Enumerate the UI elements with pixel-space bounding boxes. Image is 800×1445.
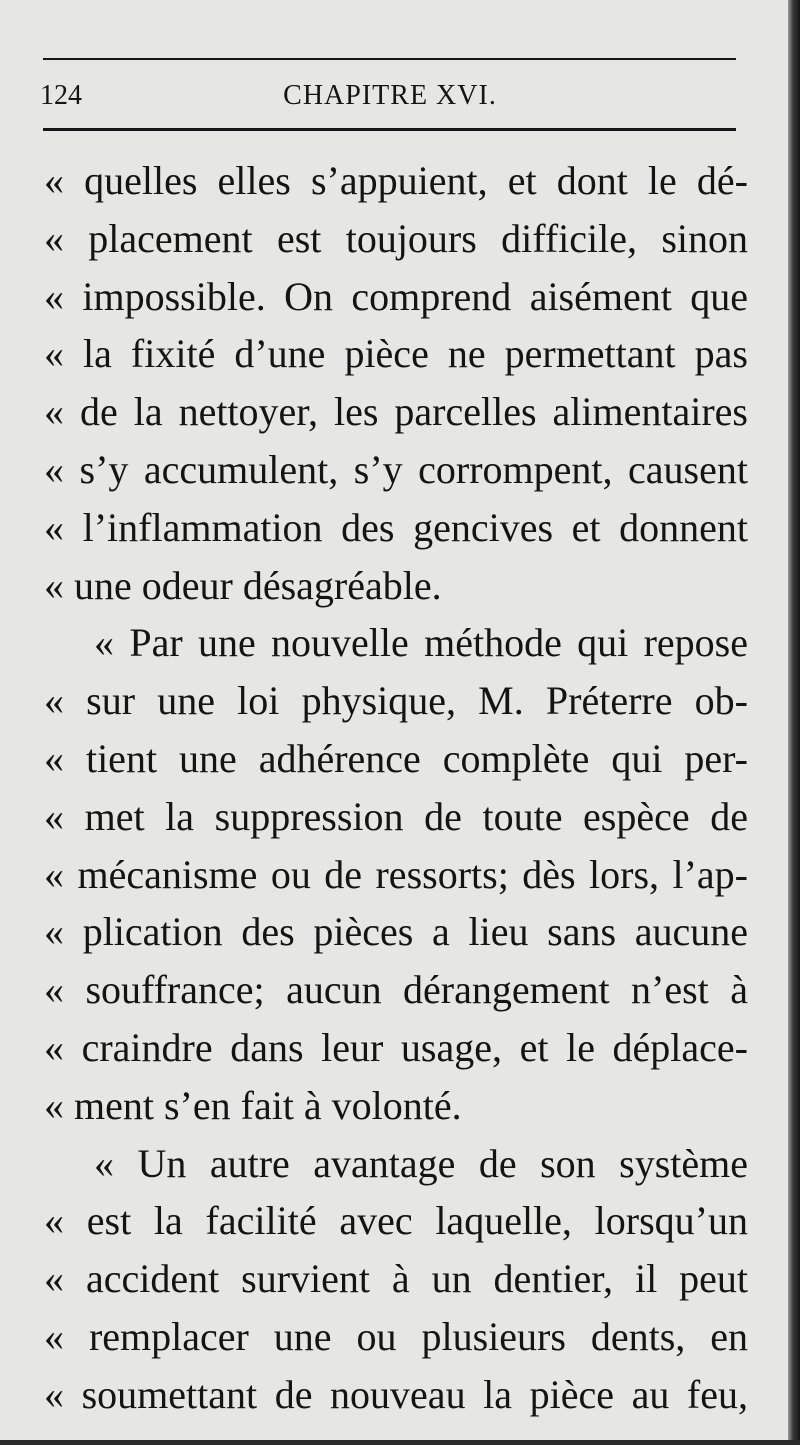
text-line: « tient une adhérence complète qui per- bbox=[44, 735, 748, 781]
text-line: « soumettant de nouveau la pièce au feu, bbox=[44, 1371, 748, 1417]
text-line: « remplacer une ou plusieurs dents, en bbox=[44, 1313, 748, 1359]
text-line: « plication des pièces a lieu sans aucune bbox=[44, 909, 748, 955]
text-line: « met la suppression de toute espèce de bbox=[44, 793, 748, 839]
text-line: « impossible. On comprend aisément que bbox=[44, 273, 748, 319]
text-line: « la fixité d’une pièce ne permettant pas bbox=[44, 331, 748, 377]
text-line: « de la nettoyer, les parcelles alimentaires bbox=[44, 389, 748, 435]
text-line: « quelles elles s’appuient, et dont le dé- bbox=[44, 158, 748, 203]
text-line: « est la facilité avec laquelle, lorsqu’un bbox=[44, 1198, 748, 1244]
text-line: « une odeur désagréable. bbox=[44, 562, 442, 608]
text-line: « l’inflammation des gencives et donnent bbox=[44, 504, 748, 550]
body-text bbox=[44, 152, 748, 1424]
page-number: 124 bbox=[40, 80, 82, 111]
page-bottom-edge bbox=[0, 1440, 800, 1445]
header-top-rule bbox=[43, 58, 736, 60]
text-line: « Par une nouvelle méthode qui repose bbox=[94, 620, 748, 666]
page-edge-shadow bbox=[788, 0, 800, 1445]
text-line: « ment s’en fait à volonté. bbox=[44, 1082, 462, 1128]
text-line: « placement est toujours difficile, sinon bbox=[44, 215, 748, 261]
text-line: « souffrance; aucun dérangement n’est à bbox=[44, 967, 748, 1013]
header-bottom-rule bbox=[43, 128, 736, 131]
text-line: « sur une loi physique, M. Préterre ob- bbox=[44, 678, 748, 724]
text-line: « s’y accumulent, s’y corrompent, causent bbox=[44, 446, 748, 492]
running-head: CHAPITRE XVI. bbox=[283, 80, 497, 111]
text-line: « craindre dans leur usage, et le déplace- bbox=[44, 1024, 748, 1070]
text-line: « mécanisme ou de ressorts; dès lors, l’ap- bbox=[44, 851, 748, 897]
text-line: « accident survient à un dentier, il peut bbox=[44, 1256, 748, 1302]
text-line: « Un autre avantage de son système bbox=[94, 1140, 748, 1186]
